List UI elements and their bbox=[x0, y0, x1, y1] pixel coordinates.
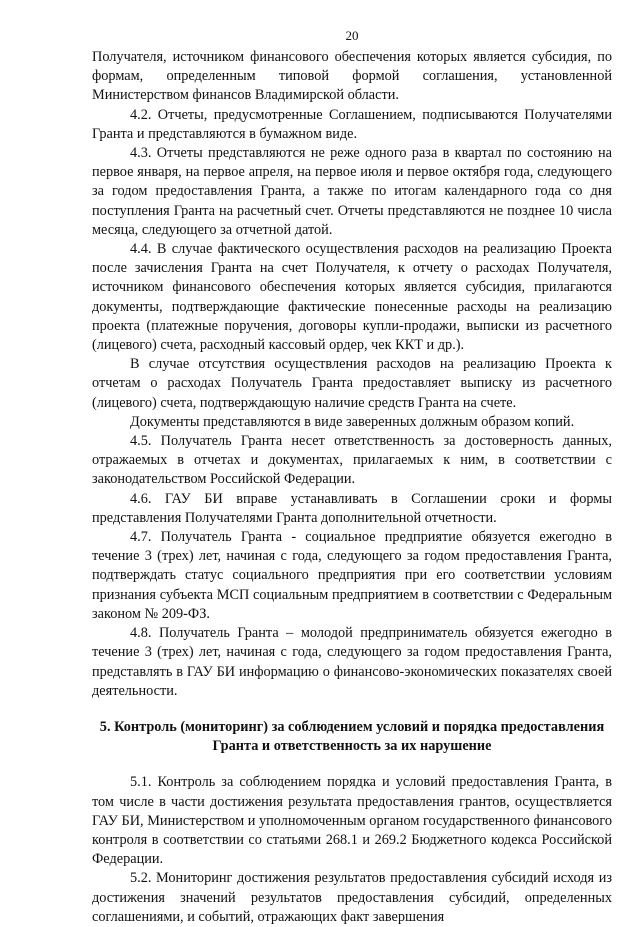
paragraph-4-4-no-expenses: В случае отсутствия осуществления расходов на реализацию Проекта к отчетам о расходах Получатель Гранта предоставляет выписку из расчетного (лицевого) счета, подтверждающую наличие средств Гранта на счете. bbox=[92, 356, 612, 411]
paragraph-4-2: 4.2. Отчеты, предусмотренные Соглашением, подписываются Получателями Гранта и представляются в бумажном виде. bbox=[92, 106, 612, 142]
page-number: 20 bbox=[345, 28, 359, 43]
paragraph-continuation: Получателя, источником финансового обеспечения которых является субсидия, по формам, определенным типовой формой соглашения, установленной Министерством финансов Владимирской области. bbox=[92, 49, 612, 104]
paragraph-4-6: 4.6. ГАУ БИ вправе устанавливать в Соглашении сроки и формы представления Получателями Гранта дополнительной отчетности. bbox=[92, 490, 612, 526]
paragraph-4-8: 4.8. Получатель Гранта – молодой предприниматель обязуется ежегодно в течение 3 (трех) лет, начиная с года, следующего за годом предоставления Гранта, представлять в ГАУ БИ информацию о финансово-экономических показателях своей деятельности. bbox=[92, 625, 612, 699]
paragraph-4-5: 4.5. Получатель Гранта несет ответственность за достоверность данных, отражаемых в отчетах и документах, прилагаемых к ним, в соответствии с законодательством Российской Федерации. bbox=[92, 433, 612, 488]
paragraph-4-4: 4.4. В случае фактического осуществления расходов на реализацию Проекта после зачисления Гранта на счет Получателя, к отчету о расходах Получателя, источником финансового обеспечения которых является субсидия, прилагаются документы, подтверждающие фактические понесенные расходы на реализацию проекта (платежные поручения, договоры купли-продажи, выписки из расчетного (лицевого) счета, расходный кассовый ордер, чек ККТ и др.). bbox=[92, 241, 612, 354]
paragraph-4-4-copies: Документы представляются в виде заверенных должным образом копий. bbox=[130, 413, 575, 430]
paragraph-5-2: 5.2. Мониторинг достижения результатов предоставления субсидий исходя из достижения значений результатов предоставления субсидий, определенных соглашениями, и событий, отражающих факт завершения bbox=[92, 870, 612, 925]
section-heading: 5. Контроль (мониторинг) за соблюдением условий и порядка предоставления Гранта и ответственность за их нарушение bbox=[99, 718, 605, 755]
paragraph-4-3: 4.3. Отчеты представляются не реже одного раза в квартал по состоянию на первое января, на первое апреля, на первое июля и первое октября года, следующего за годом предоставления Гранта, а также по итогам календарного года со дня поступления Гранта на расчетный счет. Отчеты представляются не позднее 10 числа месяца, следующего за отчетной датой. bbox=[92, 145, 612, 238]
paragraph-5-1: 5.1. Контроль за соблюдением порядка и условий предоставления Гранта, в том числе в части достижения результата предоставления грантов, осуществляется ГАУ БИ, Министерством и уполномоченным органом государственного финансового контроля в соответствии со статьями 268.1 и 269.2 Бюджетного кодекса Российской Федерации. bbox=[92, 774, 612, 868]
paragraph-4-7: 4.7. Получатель Гранта - социальное предприятие обязуется ежегодно в течение 3 (трех) лет, начиная с года, следующего за годом предоставления Гранта, подтверждать статус социального предприятия при его соответствии условиям признания субъекта МСП социальным предприятием в соответствии с Федеральным законом № 209-ФЗ. bbox=[92, 529, 612, 622]
